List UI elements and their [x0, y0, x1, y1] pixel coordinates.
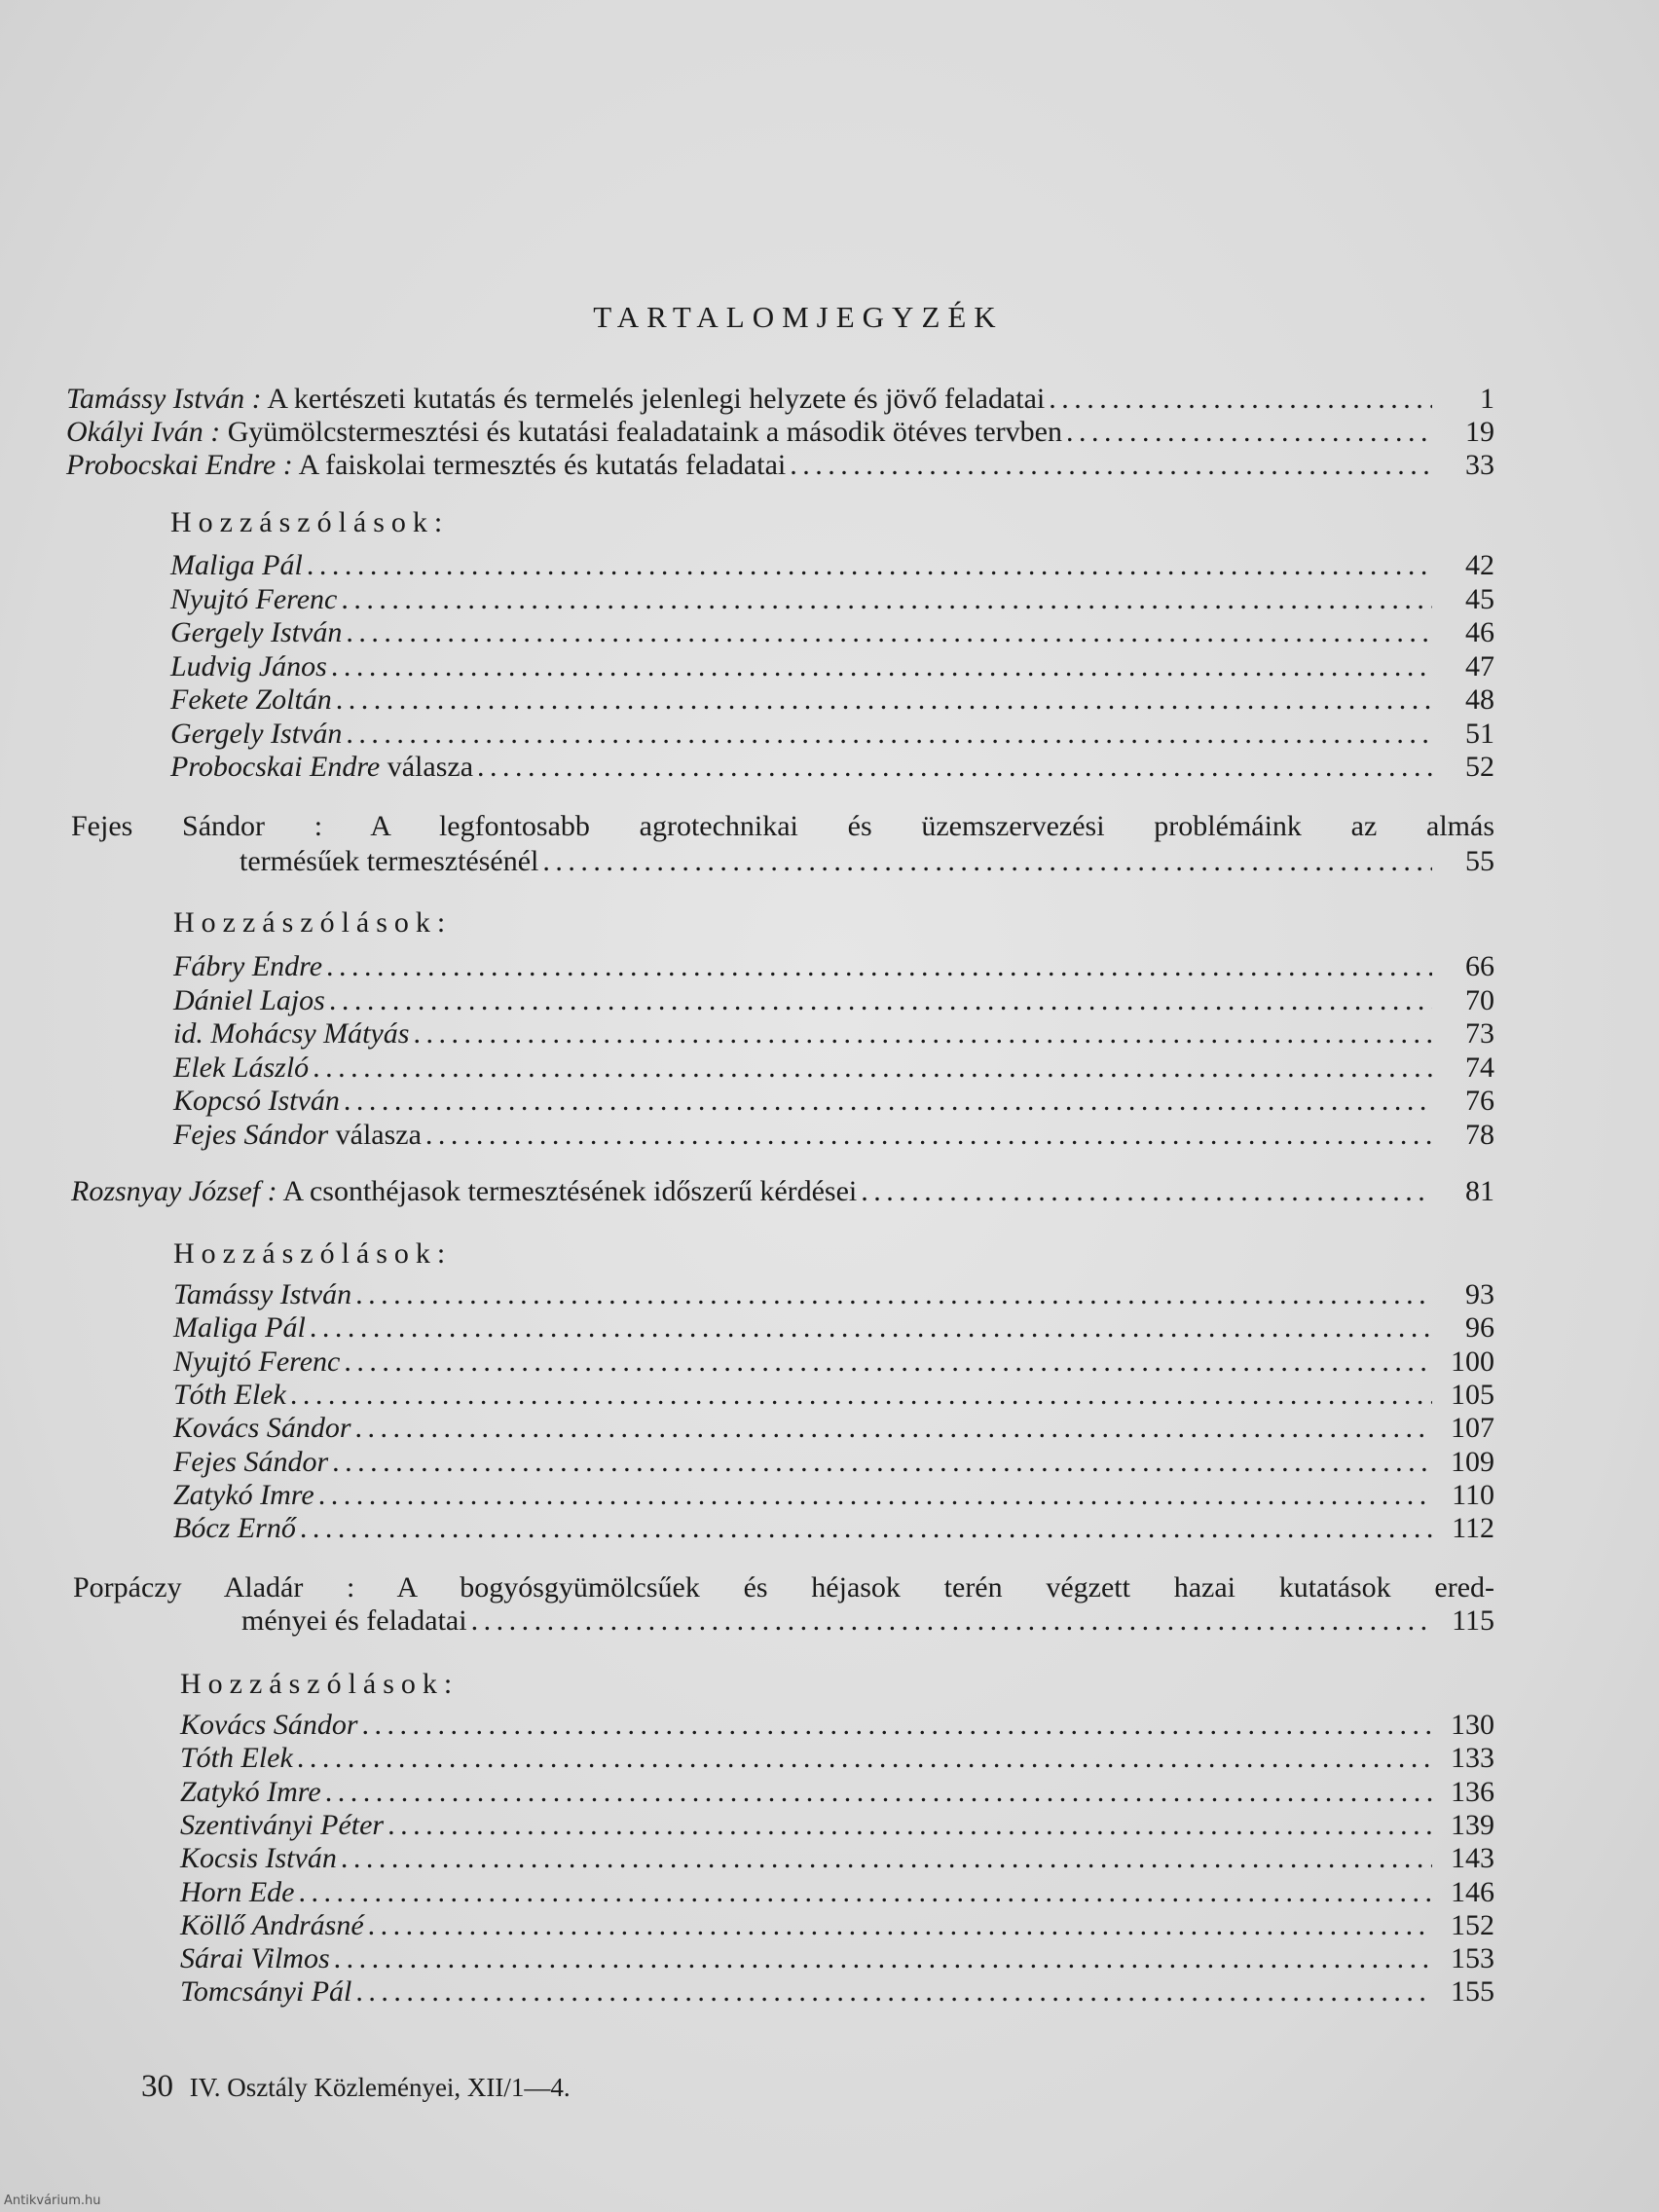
leader-dots: [346, 615, 1432, 650]
page-number: 109: [1451, 1445, 1494, 1478]
leader-dots: [332, 1445, 1432, 1480]
entry-text: [180, 1908, 364, 1943]
contribution-entry: [180, 1808, 1494, 1843]
leader-dots: [368, 1908, 1432, 1943]
contribution-entry: [180, 1941, 1494, 1976]
entry-text: [173, 1051, 309, 1086]
page-number: 42: [1465, 549, 1494, 581]
contribution-entry: [180, 1875, 1494, 1910]
author-name: Fejes Sándor :: [71, 810, 323, 842]
entry-text: [173, 1345, 340, 1380]
page-number: 76: [1465, 1085, 1494, 1117]
entry-title: A csonthéjasok termesztésének időszerű kérdései: [276, 1175, 858, 1207]
author-name: Probocskai Endre :: [66, 449, 293, 481]
page-number: 110: [1452, 1478, 1494, 1511]
footer-page-number: 30: [141, 2069, 173, 2104]
entry-text: [170, 582, 337, 617]
entry-text: [173, 1511, 296, 1546]
author-name: Rozsnyay József :: [71, 1175, 277, 1207]
author-name: Bócz Ernő: [173, 1512, 296, 1545]
main-entry-line: [73, 1570, 1494, 1605]
page-number: 66: [1465, 950, 1494, 982]
contribution-entry: [173, 1411, 1494, 1446]
leader-dots: [325, 1775, 1432, 1810]
author-name: Zatykó Imre: [180, 1775, 321, 1808]
contribution-entry: [173, 1118, 1494, 1153]
leader-dots: [341, 1841, 1432, 1876]
leader-dots: [334, 1941, 1432, 1976]
entry-text: [173, 949, 322, 984]
page-number: 155: [1451, 1975, 1494, 2009]
page-number: 74: [1465, 1051, 1494, 1084]
author-name: Fejes Sándor: [173, 1118, 329, 1151]
main-entry: [240, 844, 1494, 879]
page-number: 136: [1451, 1775, 1494, 1808]
contribution-entry: [180, 1974, 1494, 2009]
author-name: Probocskai Endre: [170, 751, 381, 783]
contribution-entry: [173, 1277, 1494, 1312]
leader-dots: [471, 1604, 1432, 1639]
main-entry: [241, 1604, 1494, 1639]
author-name: Tóth Elek: [173, 1378, 286, 1411]
page-number: 51: [1465, 717, 1494, 750]
author-name: Maliga Pál: [173, 1311, 306, 1345]
footer-journal-title: IV. Osztály Közleményei, XII/1—4.: [189, 2073, 571, 2102]
contribution-entry: [173, 1378, 1494, 1413]
leader-dots: [355, 1277, 1432, 1312]
page-number: 48: [1465, 683, 1494, 716]
author-name: Fekete Zoltán: [170, 683, 332, 716]
contribution-entry: [180, 1908, 1494, 1943]
entry-title: A kertészeti kutatás és termelés jelenlegi helyzete és jövő feladatai: [261, 383, 1046, 415]
entry-text: [180, 1741, 293, 1776]
contribution-entry: [173, 1051, 1494, 1086]
entry-text: [173, 1310, 306, 1346]
entry-text: [173, 1084, 340, 1119]
entry-text: [170, 649, 327, 684]
page-number: 96: [1465, 1311, 1494, 1345]
page-number: 133: [1451, 1742, 1494, 1775]
author-name: Tamássy István :: [66, 383, 262, 415]
author-name: Gergely István: [170, 616, 343, 648]
leader-dots: [310, 1310, 1432, 1346]
leader-dots: [362, 1708, 1433, 1743]
entry-title: válasza: [328, 1118, 422, 1151]
author-name: Tamássy István: [173, 1278, 352, 1310]
author-name: Dániel Lajos: [173, 983, 325, 1016]
entry-title: termésűek termesztésénél: [240, 845, 539, 877]
page-number: 1: [1480, 383, 1494, 415]
page-number: 47: [1465, 649, 1494, 682]
author-name: Zatykó Imre: [173, 1478, 314, 1511]
contribution-entry: [173, 949, 1494, 984]
page-number: 100: [1451, 1345, 1494, 1378]
leader-dots: [355, 1974, 1432, 2009]
leader-dots: [425, 1118, 1432, 1153]
watermark: Antikvárium.hu: [4, 2194, 101, 2208]
contribution-entry: [180, 1841, 1494, 1876]
entry-text: [173, 1411, 351, 1446]
entry-text: [71, 1174, 857, 1209]
page-number: 153: [1451, 1942, 1494, 1975]
entry-text: [240, 844, 538, 879]
entry-text: [66, 382, 1045, 417]
contribution-entry: [170, 615, 1494, 650]
page-number: 115: [1452, 1604, 1494, 1637]
entry-text: [180, 1974, 351, 2009]
entry-text: [170, 615, 342, 650]
leader-dots: [341, 582, 1432, 617]
author-name: Köllő Andrásné: [180, 1908, 364, 1941]
page-footer: [141, 2069, 571, 2105]
contribution-entry: [170, 717, 1494, 752]
entry-title: ményei és feladatai: [241, 1604, 467, 1637]
entry-title: A legfontosabb agrotechnikai és üzemszervezési problémáink az almás: [322, 810, 1494, 842]
contribution-entry: [170, 649, 1494, 684]
page-number: 78: [1465, 1118, 1494, 1151]
author-name: Sárai Vilmos: [180, 1942, 330, 1975]
section-subheading: Hozzászólások:: [173, 906, 453, 939]
contribution-entry: [173, 1084, 1494, 1119]
page-number: 73: [1465, 1017, 1494, 1050]
leader-dots: [477, 750, 1432, 785]
page-number: 107: [1451, 1412, 1494, 1445]
page-number: 19: [1465, 416, 1494, 448]
page-number: 143: [1451, 1842, 1494, 1875]
leader-dots: [290, 1378, 1432, 1413]
page-number: 45: [1465, 582, 1494, 615]
section-subheading: Hozzászólások:: [170, 506, 450, 538]
leader-dots: [326, 949, 1432, 984]
page-number: 55: [1465, 845, 1494, 877]
leader-dots: [329, 983, 1432, 1018]
entry-text: [180, 1708, 358, 1743]
entry-title: A bogyósgyümölcsűek és héjasok terén végzett hazai kutatások ered-: [354, 1571, 1495, 1604]
author-name: Porpáczy Aladár :: [73, 1571, 355, 1604]
leader-dots: [298, 1875, 1432, 1910]
contribution-entry: [170, 548, 1494, 583]
author-name: Nyujtó Ferenc: [170, 582, 338, 615]
author-name: Tomcsányi Pál: [180, 1975, 352, 2009]
page-number: 33: [1465, 449, 1494, 481]
page-number: 139: [1451, 1808, 1494, 1841]
contribution-entry: [180, 1708, 1494, 1743]
author-name: Gergely István: [170, 717, 343, 750]
page-number: 70: [1465, 983, 1494, 1016]
contribution-entry: [180, 1741, 1494, 1776]
main-entry: [66, 415, 1494, 450]
author-name: Kovács Sándor: [173, 1412, 351, 1445]
author-name: Szentiványi Péter: [180, 1808, 385, 1841]
contribution-entry: [170, 750, 1494, 785]
page-number: 152: [1451, 1908, 1494, 1941]
entry-text: [173, 1277, 351, 1312]
entry-text: [173, 1118, 422, 1153]
entry-text: [180, 1775, 321, 1810]
author-name: Kopcsó István: [173, 1085, 340, 1117]
author-name: Okályi Iván :: [66, 416, 221, 448]
main-entry-line: [71, 809, 1494, 844]
entry-text: [170, 750, 473, 785]
author-name: Elek László: [173, 1051, 310, 1084]
page-number: 130: [1451, 1709, 1494, 1741]
leader-dots: [413, 1016, 1432, 1051]
contribution-entry: [173, 1310, 1494, 1346]
entry-text: [173, 1445, 328, 1480]
leader-dots: [344, 1084, 1432, 1119]
author-name: id. Mohácsy Mátyás: [173, 1017, 410, 1050]
main-entry: [71, 1174, 1494, 1209]
leader-dots: [336, 682, 1432, 718]
entry-title: válasza: [380, 751, 474, 783]
entry-text: [180, 1808, 384, 1843]
contribution-entry: [173, 1511, 1494, 1546]
author-name: Ludvig János: [170, 649, 327, 682]
entry-text: [173, 1478, 314, 1513]
leader-dots: [790, 448, 1432, 483]
leader-dots: [346, 717, 1432, 752]
entry-text: [170, 682, 332, 718]
entry-text: [170, 717, 342, 752]
page-number: 112: [1452, 1512, 1494, 1545]
leader-dots: [344, 1345, 1432, 1380]
entry-title: A faiskolai termesztés és kutatás feladatai: [292, 449, 787, 481]
section-subheading: Hozzászólások:: [173, 1237, 453, 1270]
author-name: Fábry Endre: [173, 950, 323, 982]
entry-text: [170, 548, 303, 583]
author-name: Kocsis István: [180, 1842, 337, 1875]
leader-dots: [318, 1478, 1432, 1513]
leader-dots: [313, 1051, 1432, 1086]
entry-text: [173, 1378, 286, 1413]
author-name: Tóth Elek: [180, 1742, 293, 1775]
leader-dots: [387, 1808, 1432, 1843]
leader-dots: [300, 1511, 1432, 1546]
entry-text: [180, 1941, 330, 1976]
leader-dots: [331, 649, 1432, 684]
page-number: 81: [1465, 1175, 1494, 1207]
page-number: 93: [1465, 1278, 1494, 1310]
contribution-entry: [173, 1345, 1494, 1380]
main-entry: [66, 382, 1494, 417]
page-number: 146: [1451, 1875, 1494, 1908]
leader-dots: [1066, 415, 1432, 450]
page-title: TARTALOMJEGYZÉK: [593, 300, 1004, 334]
author-name: Fejes Sándor: [173, 1445, 329, 1478]
leader-dots: [1049, 382, 1432, 417]
contribution-entry: [180, 1775, 1494, 1810]
leader-dots: [861, 1174, 1432, 1209]
main-entry: [66, 448, 1494, 483]
entry-text: [66, 415, 1062, 450]
leader-dots: [355, 1411, 1433, 1446]
leader-dots: [297, 1741, 1432, 1776]
author-name: Horn Ede: [180, 1875, 295, 1908]
entry-title: Gyümölcstermesztési és kutatási fealadataink a második ötéves tervben: [220, 416, 1062, 448]
author-name: Nyujtó Ferenc: [173, 1345, 341, 1378]
section-subheading: Hozzászólások:: [180, 1668, 460, 1700]
entry-text: [180, 1875, 294, 1910]
contribution-entry: [173, 1478, 1494, 1513]
contribution-entry: [170, 682, 1494, 718]
entry-text: [173, 983, 325, 1018]
contribution-entry: [170, 582, 1494, 617]
leader-dots: [542, 844, 1432, 879]
contribution-entry: [173, 1445, 1494, 1480]
author-name: Maliga Pál: [170, 549, 303, 581]
page-number: 52: [1465, 751, 1494, 783]
entry-text: [173, 1016, 409, 1051]
leader-dots: [307, 548, 1432, 583]
entry-text: [66, 448, 786, 483]
page-number: 46: [1465, 616, 1494, 648]
page-number: 105: [1451, 1378, 1494, 1411]
author-name: Kovács Sándor: [180, 1709, 358, 1741]
contribution-entry: [173, 983, 1494, 1018]
entry-text: [180, 1841, 337, 1876]
entry-text: [241, 1604, 467, 1639]
contribution-entry: [173, 1016, 1494, 1051]
